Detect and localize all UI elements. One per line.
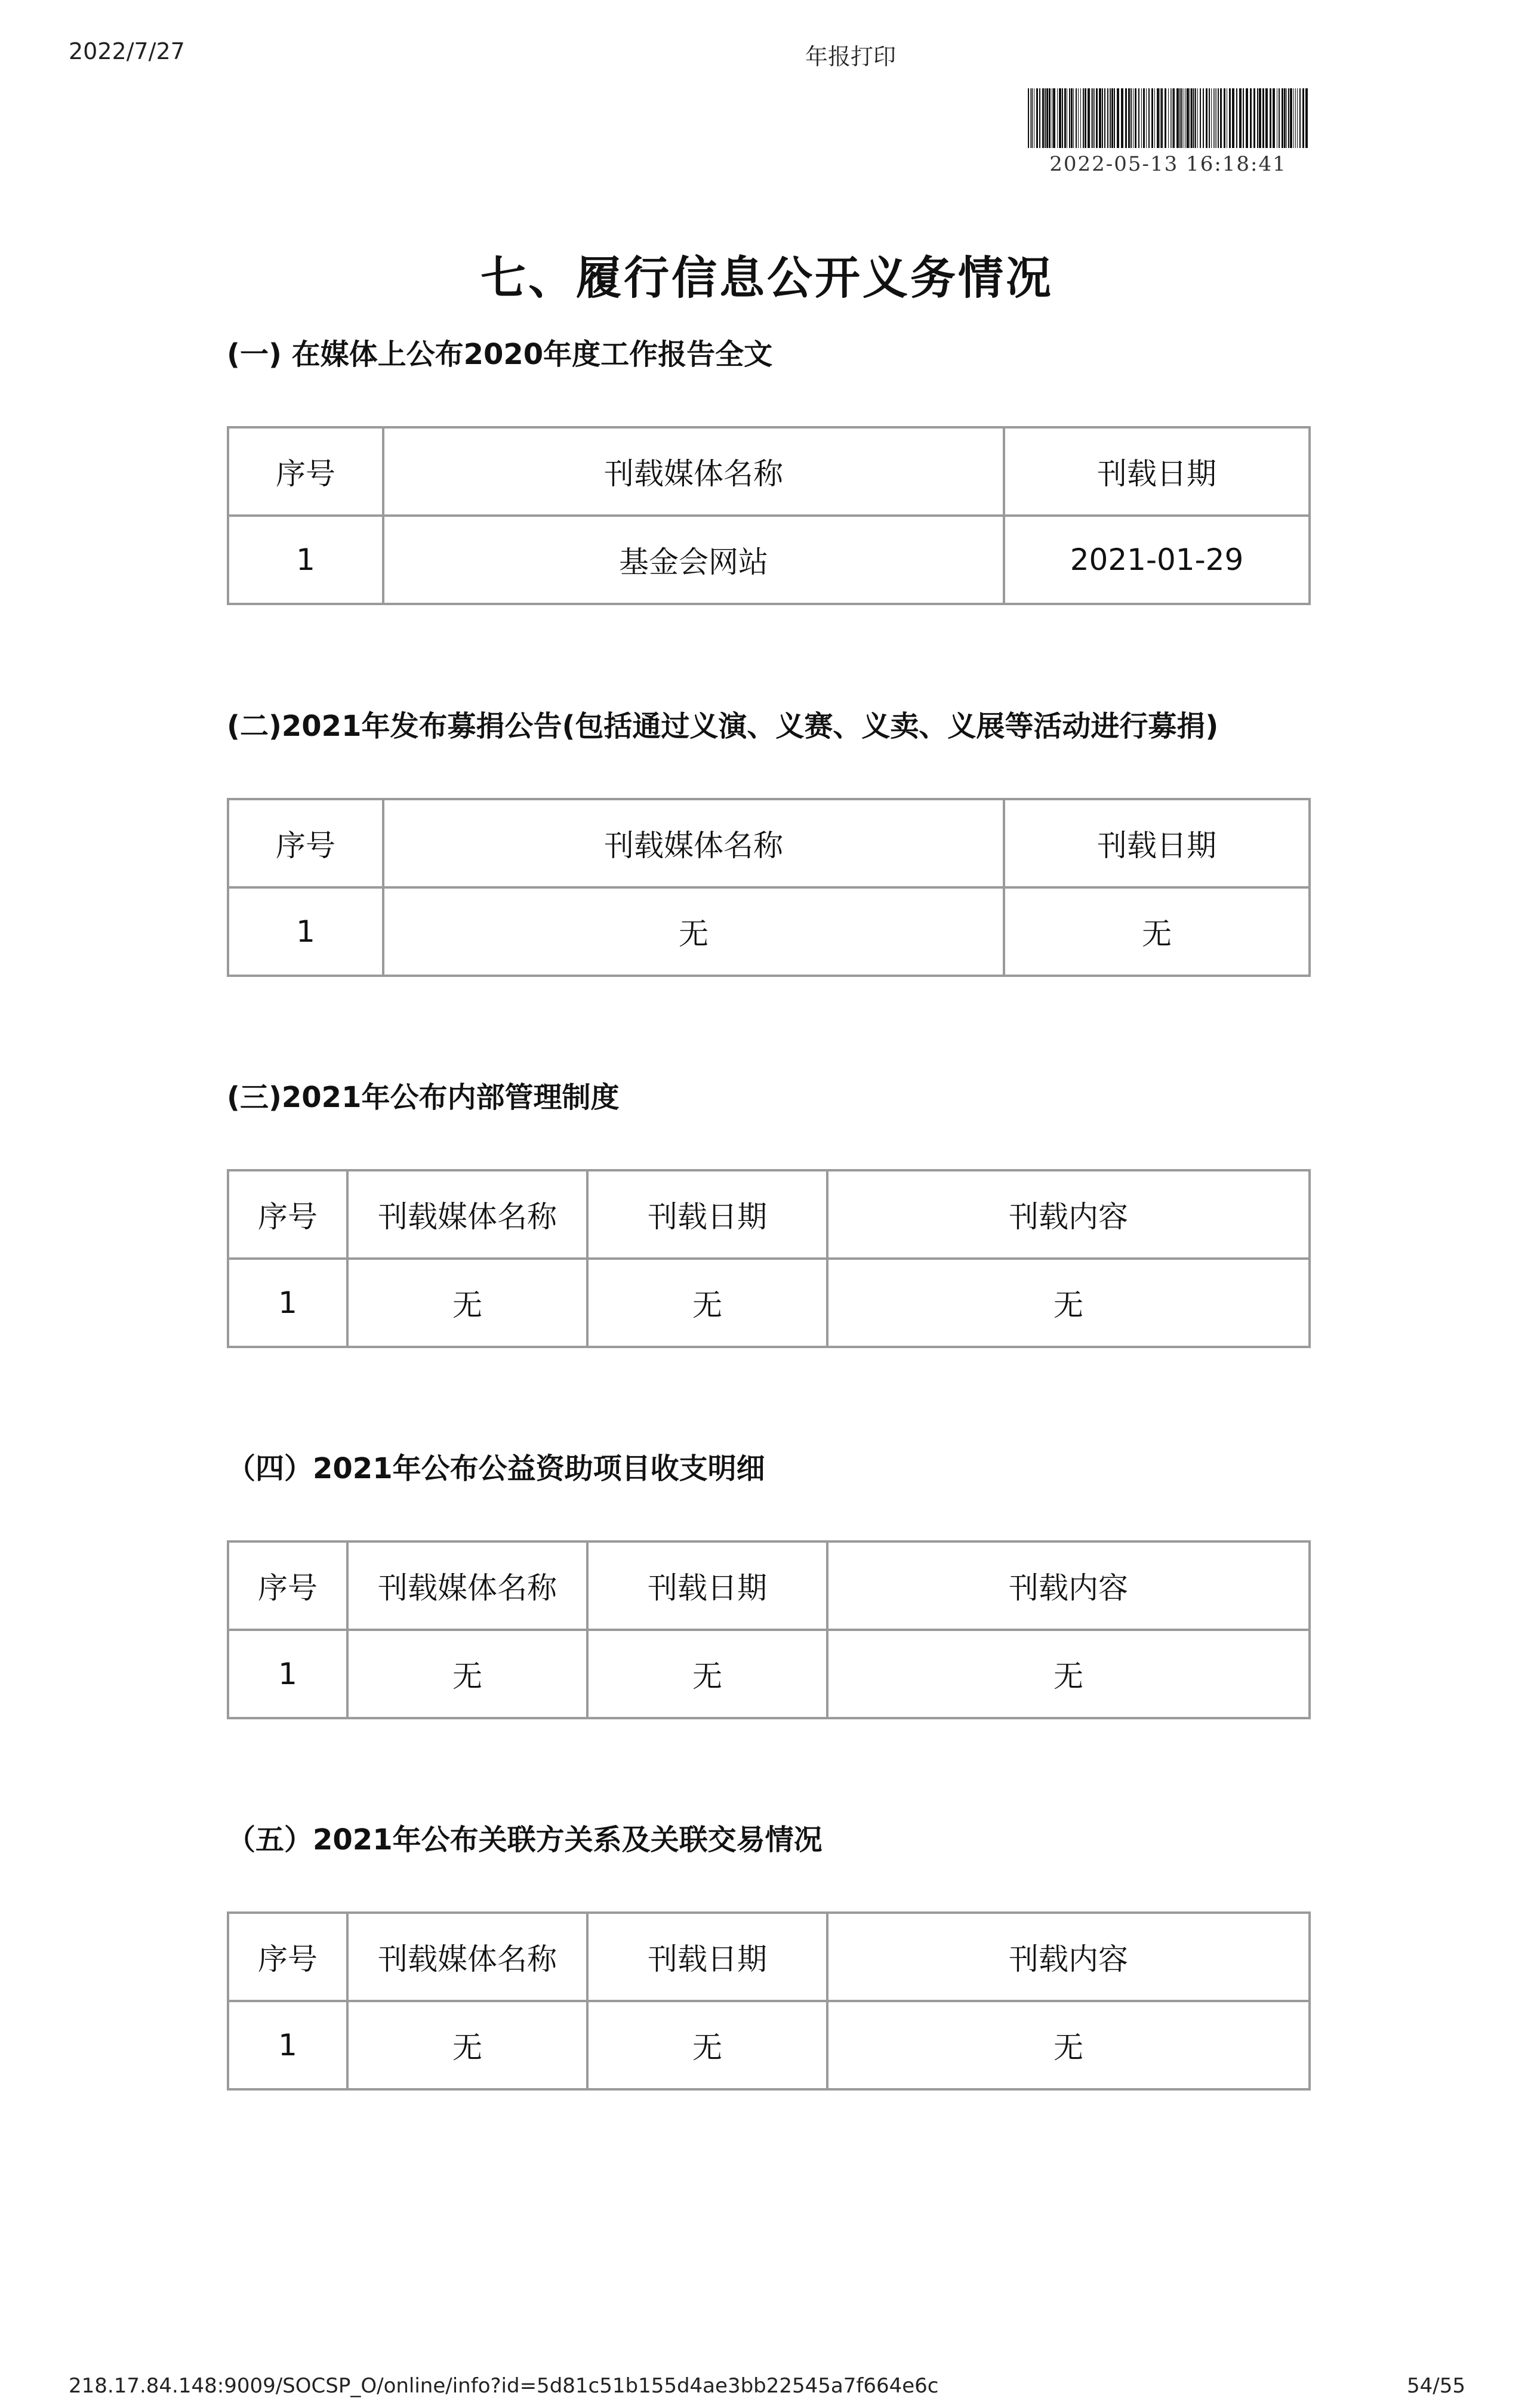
table-row: [228, 2001, 1310, 2089]
section-title-4: （四）2021年公布公益资助项目收支明细: [227, 1452, 765, 1485]
table-header-row: [228, 1541, 1310, 1630]
cell-media: 无: [347, 2001, 587, 2089]
footer-url: 218.17.84.148:9009/SOCSP_O/online/info?id=5d81c51b155d4ae3bb22545a7f664e6c: [69, 2374, 939, 2398]
header-cell-date: 刊载日期: [587, 1170, 827, 1259]
table-row: [228, 516, 1310, 604]
cell-index: 1: [228, 1630, 347, 1718]
cell-content: 无: [827, 1259, 1310, 1347]
header-cell-index: 序号: [228, 1541, 347, 1630]
cell-media: 无: [383, 887, 1004, 976]
header-cell-media: 刊载媒体名称: [347, 1170, 587, 1259]
print-date: 2022/7/27: [69, 38, 185, 64]
table-header-row: [228, 1913, 1310, 2001]
header-cell-index: 序号: [228, 1170, 347, 1259]
header-cell-index: 序号: [228, 427, 383, 516]
cell-media: 基金会网站: [383, 516, 1004, 604]
header-cell-content: 刊载内容: [827, 1541, 1310, 1630]
table-header-row: [228, 427, 1310, 516]
table-row: [228, 887, 1310, 976]
cell-date: 无: [587, 1630, 827, 1718]
cell-index: 1: [228, 1259, 347, 1347]
cell-media: 无: [347, 1259, 587, 1347]
page-number: 54/55: [1407, 2374, 1465, 2398]
page-title: 七、履行信息公开义务情况: [480, 251, 1054, 304]
cell-date: 2021-01-29: [1004, 516, 1310, 604]
table-project-expenditure: [227, 1540, 1311, 1719]
cell-index: 1: [228, 516, 383, 604]
cell-media: 无: [347, 1630, 587, 1718]
header-cell-media: 刊载媒体名称: [347, 1913, 587, 2001]
section-title-5: （五）2021年公布关联方关系及关联交易情况: [227, 1823, 823, 1857]
table-row: [228, 1630, 1310, 1718]
section-title-1: (一) 在媒体上公布2020年度工作报告全文: [227, 338, 773, 371]
header-cell-date: 刊载日期: [587, 1913, 827, 2001]
table-header-row: [228, 799, 1310, 887]
table-internal-rules: [227, 1169, 1311, 1348]
cell-index: 1: [228, 2001, 347, 2089]
table-fundraising-notices: [227, 798, 1311, 977]
cell-date: 无: [587, 1259, 827, 1347]
table-related-party: [227, 1911, 1311, 2091]
header-cell-content: 刊载内容: [827, 1170, 1310, 1259]
header-cell-date: 刊载日期: [1004, 799, 1310, 887]
section-title-3: (三)2021年公布内部管理制度: [227, 1081, 620, 1114]
section-title-2: (二)2021年发布募捐公告(包括通过义演、义赛、义卖、义展等活动进行募捐): [227, 710, 1219, 743]
cell-content: 无: [827, 1630, 1310, 1718]
header-cell-index: 序号: [228, 1913, 347, 2001]
cell-content: 无: [827, 2001, 1310, 2089]
table-header-row: [228, 1170, 1310, 1259]
cell-date: 无: [1004, 887, 1310, 976]
table-media-report: [227, 426, 1311, 605]
barcode-timestamp: 2022-05-13 16:18:41: [1049, 152, 1287, 176]
barcode: [1028, 88, 1308, 148]
table-row: [228, 1259, 1310, 1347]
header-cell-date: 刊载日期: [1004, 427, 1310, 516]
cell-date: 无: [587, 2001, 827, 2089]
cell-index: 1: [228, 887, 383, 976]
header-cell-media: 刊载媒体名称: [383, 799, 1004, 887]
header-cell-content: 刊载内容: [827, 1913, 1310, 2001]
header-cell-date: 刊载日期: [587, 1541, 827, 1630]
header-cell-media: 刊载媒体名称: [347, 1541, 587, 1630]
header-cell-index: 序号: [228, 799, 383, 887]
header-cell-media: 刊载媒体名称: [383, 427, 1004, 516]
print-header-title: 年报打印: [805, 44, 896, 70]
